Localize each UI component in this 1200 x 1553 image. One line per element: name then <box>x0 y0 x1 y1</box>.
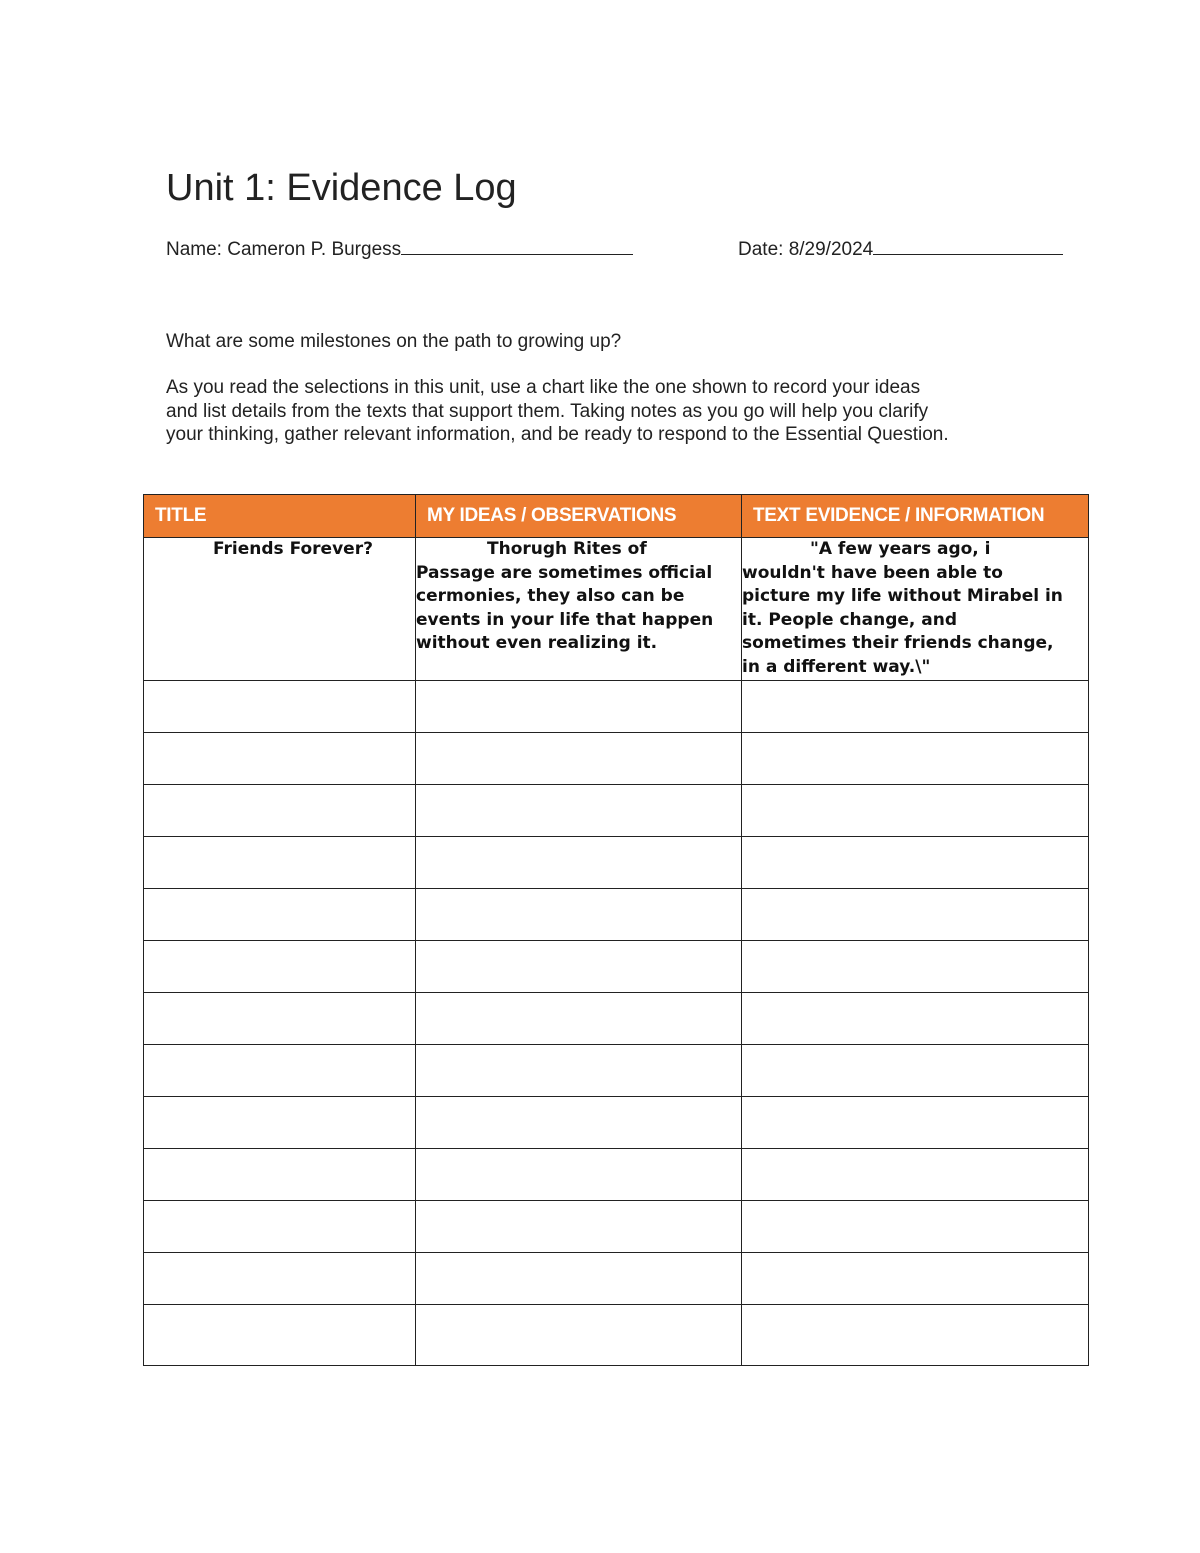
instructions-line: your thinking, gather relevant information, and be ready to respond to the Essential Question. <box>166 424 949 445</box>
ideas-cell[interactable] <box>416 733 742 785</box>
ideas-line: Thorugh Rites of <box>487 539 647 559</box>
ideas-cell[interactable] <box>416 538 742 681</box>
ideas-cell[interactable] <box>416 1305 742 1366</box>
title-cell[interactable] <box>144 1097 416 1149</box>
ideas-cell[interactable] <box>416 993 742 1045</box>
title-cell[interactable] <box>144 1149 416 1201</box>
title-cell[interactable] <box>144 785 416 837</box>
ideas-cell[interactable] <box>416 1149 742 1201</box>
table-header-row <box>144 495 1089 538</box>
evidence-line: "A few years ago, i <box>810 539 991 559</box>
table-row <box>144 785 1089 837</box>
table-row <box>144 1305 1089 1366</box>
title-cell[interactable] <box>144 538 416 681</box>
evidence-cell[interactable] <box>742 941 1089 993</box>
evidence-cell[interactable] <box>742 538 1089 681</box>
evidence-cell[interactable] <box>742 1097 1089 1149</box>
title-cell[interactable] <box>144 993 416 1045</box>
instructions-paragraph <box>166 376 1066 447</box>
ideas-line: Passage are sometimes official <box>416 562 713 583</box>
evidence-cell[interactable] <box>742 1305 1089 1366</box>
evidence-line: wouldn't have been able to <box>742 562 1003 583</box>
evidence-cell[interactable] <box>742 889 1089 941</box>
date-underline <box>873 235 1063 255</box>
ideas-cell[interactable] <box>416 681 742 733</box>
table-row <box>144 993 1089 1045</box>
header-ideas: MY IDEAS / OBSERVATIONS <box>416 495 742 538</box>
title-cell[interactable] <box>144 681 416 733</box>
title-cell[interactable] <box>144 1045 416 1097</box>
evidence-cell[interactable] <box>742 993 1089 1045</box>
ideas-cell[interactable] <box>416 785 742 837</box>
evidence-log-table <box>143 494 1089 1366</box>
ideas-cell[interactable] <box>416 1045 742 1097</box>
title-cell[interactable] <box>144 1305 416 1366</box>
evidence-line: it. People change, and <box>742 609 958 630</box>
title-cell[interactable] <box>144 837 416 889</box>
table-row <box>144 1149 1089 1201</box>
table-row <box>144 1097 1089 1149</box>
evidence-cell[interactable] <box>742 1149 1089 1201</box>
table-row <box>144 1201 1089 1253</box>
page-title: Unit 1: Evidence Log <box>166 167 517 209</box>
date-label: Date: 8/29/2024 <box>738 239 874 260</box>
instructions-line: As you read the selections in this unit, use a chart like the one shown to record your ideas <box>166 377 921 398</box>
ideas-cell[interactable] <box>416 1097 742 1149</box>
table-row <box>144 681 1089 733</box>
ideas-cell[interactable] <box>416 837 742 889</box>
evidence-cell[interactable] <box>742 837 1089 889</box>
evidence-line: picture my life without Mirabel in <box>742 586 1063 606</box>
evidence-cell[interactable] <box>742 1253 1089 1305</box>
evidence-cell[interactable] <box>742 1201 1089 1253</box>
title-text: Friends Forever? <box>213 539 373 559</box>
ideas-cell[interactable] <box>416 941 742 993</box>
ideas-line: without even realizing it. <box>416 633 658 653</box>
title-cell[interactable] <box>144 1253 416 1305</box>
header-evidence: TEXT EVIDENCE / INFORMATION <box>742 495 1089 538</box>
title-cell[interactable] <box>144 1201 416 1253</box>
table-row <box>144 1045 1089 1097</box>
ideas-cell[interactable] <box>416 889 742 941</box>
title-cell[interactable] <box>144 889 416 941</box>
date-field <box>738 235 1063 262</box>
ideas-line: events in your life that happen <box>416 609 714 630</box>
table-row <box>144 941 1089 993</box>
ideas-cell[interactable] <box>416 1253 742 1305</box>
ideas-line: cermonies, they also can be <box>416 586 685 606</box>
table-row <box>144 889 1089 941</box>
evidence-cell[interactable] <box>742 1045 1089 1097</box>
table-row <box>144 733 1089 785</box>
instructions-line: and list details from the texts that support them. Taking notes as you go will help you clarify <box>166 400 929 422</box>
evidence-cell[interactable] <box>742 681 1089 733</box>
title-cell[interactable] <box>144 941 416 993</box>
header-title: TITLE <box>144 495 416 538</box>
name-underline <box>401 235 633 255</box>
name-field <box>166 235 633 262</box>
name-label: Name: Cameron P. Burgess <box>166 239 402 260</box>
title-cell[interactable] <box>144 733 416 785</box>
evidence-cell[interactable] <box>742 733 1089 785</box>
ideas-cell[interactable] <box>416 1201 742 1253</box>
essential-question: What are some milestones on the path to growing up? <box>166 331 622 352</box>
table-row <box>144 1253 1089 1305</box>
evidence-line: in a different way.\" <box>742 656 931 677</box>
evidence-cell[interactable] <box>742 785 1089 837</box>
evidence-line: sometimes their friends change, <box>742 633 1054 653</box>
table-row <box>144 538 1089 681</box>
table-row <box>144 837 1089 889</box>
